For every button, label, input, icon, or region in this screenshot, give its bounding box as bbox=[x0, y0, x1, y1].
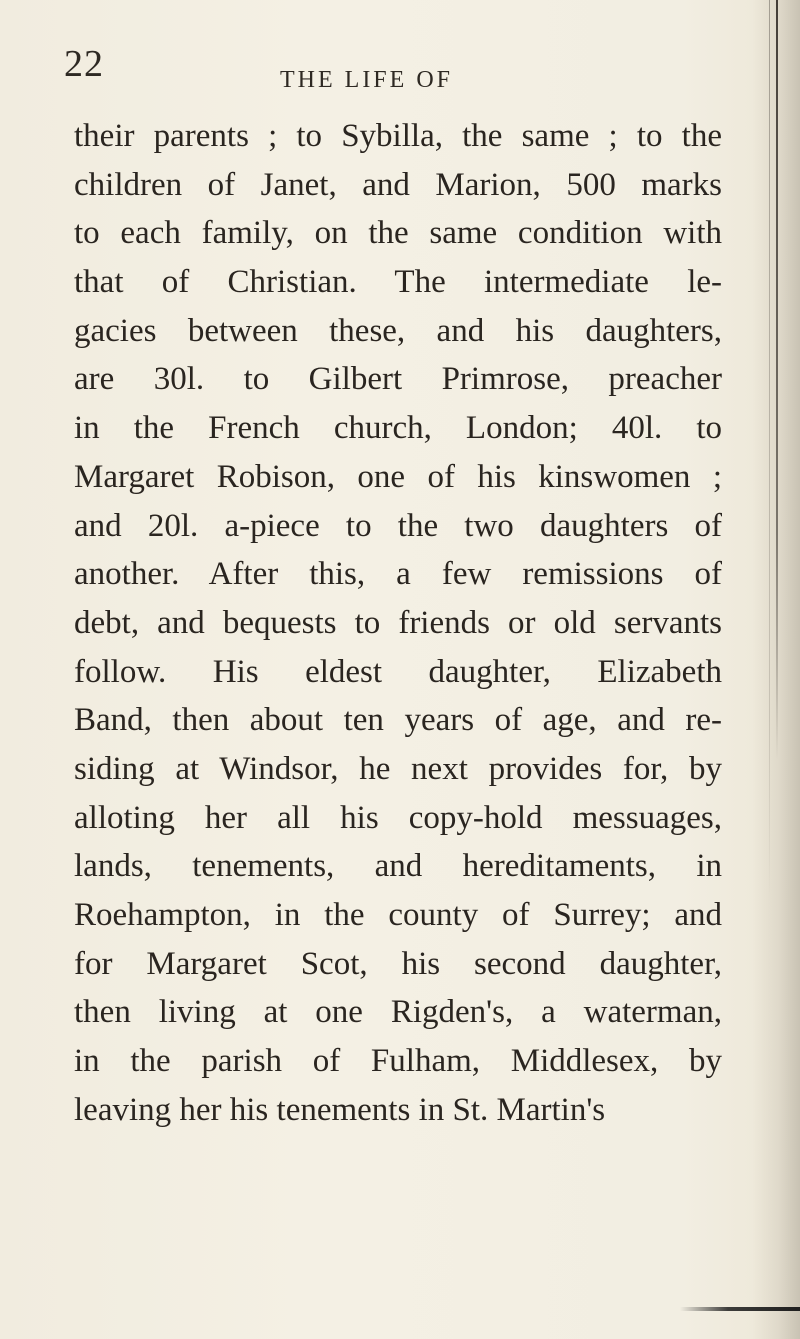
text-line: siding at Windsor, he next provides for, by bbox=[74, 750, 722, 787]
text-line: another. After this, a few remissions of bbox=[74, 556, 722, 593]
binding-edge-line-faint bbox=[769, 0, 770, 900]
text-line: leaving her his tenements in St. Martin's bbox=[74, 1091, 606, 1128]
text-line: to each family, on the same condition with bbox=[74, 215, 722, 252]
body-text bbox=[74, 112, 722, 1134]
text-line: Margaret Robison, one of his kinswomen ; bbox=[74, 458, 722, 495]
text-line: and 20l. a-piece to the two daughters of bbox=[74, 507, 722, 544]
text-line: are 30l. to Gilbert Primrose, preacher bbox=[74, 361, 722, 398]
text-line: Roehampton, in the county of Surrey; and bbox=[74, 897, 722, 933]
text-line: children of Janet, and Marion, 500 marks bbox=[74, 166, 722, 203]
text-line: that of Christian. The intermediate le- bbox=[74, 264, 722, 301]
text-line: for Margaret Scot, his second daughter, bbox=[74, 945, 722, 982]
page-edge-mark bbox=[680, 1307, 800, 1311]
text-line: in the French church, London; 40l. to bbox=[74, 410, 722, 447]
text-line: then living at one Rigden's, a waterman, bbox=[74, 994, 722, 1031]
binding-edge-line bbox=[776, 0, 778, 760]
text-line: alloting her all his copy-hold messuages, bbox=[74, 799, 722, 836]
page-number: 22 bbox=[64, 43, 104, 85]
text-line: in the parish of Fulham, Middlesex, by bbox=[74, 1043, 722, 1080]
text-line: their parents ; to Sybilla, the same ; to the bbox=[74, 118, 722, 154]
text-line: debt, and bequests to friends or old servants bbox=[74, 604, 722, 641]
running-head: THE LIFE OF bbox=[280, 67, 453, 93]
text-line: lands, tenements, and hereditaments, in bbox=[74, 848, 722, 885]
text-line: gacies between these, and his daughters, bbox=[74, 312, 722, 349]
text-line: Band, then about ten years of age, and re- bbox=[74, 702, 722, 739]
text-line: follow. His eldest daughter, Elizabeth bbox=[74, 653, 722, 690]
